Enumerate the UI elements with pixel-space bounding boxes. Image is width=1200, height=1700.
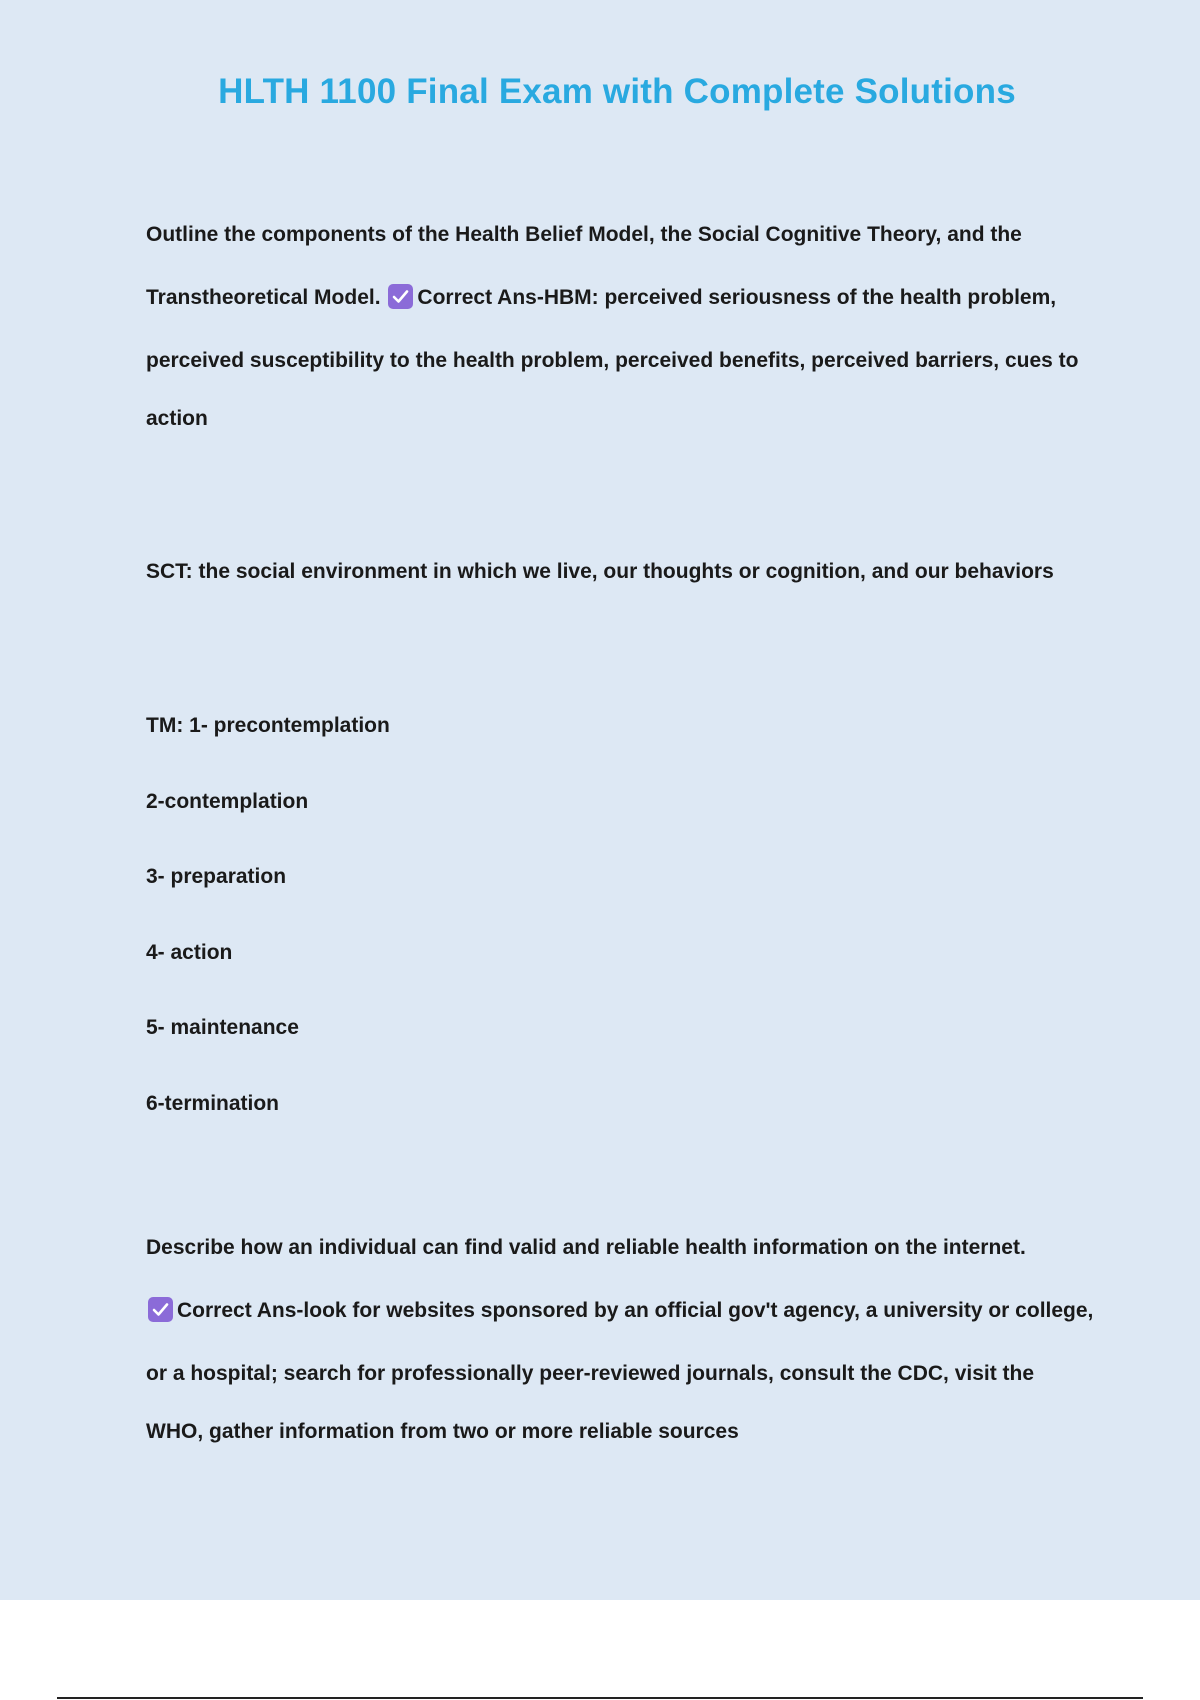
question-2 xyxy=(146,1216,1096,1459)
question-1 xyxy=(146,203,1096,446)
footer-divider xyxy=(57,1697,1143,1699)
question-2-line-1: Describe how an individual can find valid and reliable health information on the internet. xyxy=(146,1236,1026,1259)
tm-stage: 5- maintenance xyxy=(146,1016,299,1039)
question-1-line-2 xyxy=(146,266,1096,329)
checkmark-box-icon xyxy=(148,1297,173,1322)
question-1-line-1: Outline the components of the Health Belief Model, the Social Cognitive Theory, and the xyxy=(146,223,1022,246)
checkmark-box-icon xyxy=(388,284,413,309)
tm-stages-list xyxy=(146,688,1096,1141)
tm-stage: 4- action xyxy=(146,940,233,964)
answer-2-text: Correct Ans-look for websites sponsored by an official gov't agency, a university or college, xyxy=(177,1299,1094,1322)
answer-2-line-3: or a hospital; search for professionally peer-reviewed journals, consult the CDC, visit the xyxy=(146,1362,1035,1385)
tm-stage: 2-contemplation xyxy=(146,789,309,813)
tm-stage: TM: 1- precontemplation xyxy=(146,714,390,737)
sct-answer xyxy=(146,540,1096,603)
tm-stage: 3- preparation xyxy=(146,865,287,888)
question-2-line-2 xyxy=(146,1279,1096,1342)
answer-1-line-4: action xyxy=(146,407,208,430)
question-1-text: Transtheoretical Model. xyxy=(146,286,387,309)
tm-stage: 6-termination xyxy=(146,1091,280,1115)
answer-1-line-3: perceived susceptibility to the health problem, perceived benefits, perceived barriers, cues to xyxy=(146,349,1079,372)
sct-line: SCT: the social environment in which we live, our thoughts or cognition, and our behaviors xyxy=(146,560,1054,583)
document-title: HLTH 1100 Final Exam with Complete Solutions xyxy=(218,72,1016,111)
answer-1-text: Correct Ans-HBM: perceived seriousness of the health problem, xyxy=(417,286,1057,309)
answer-2-line-4: WHO, gather information from two or more reliable sources xyxy=(146,1420,739,1443)
